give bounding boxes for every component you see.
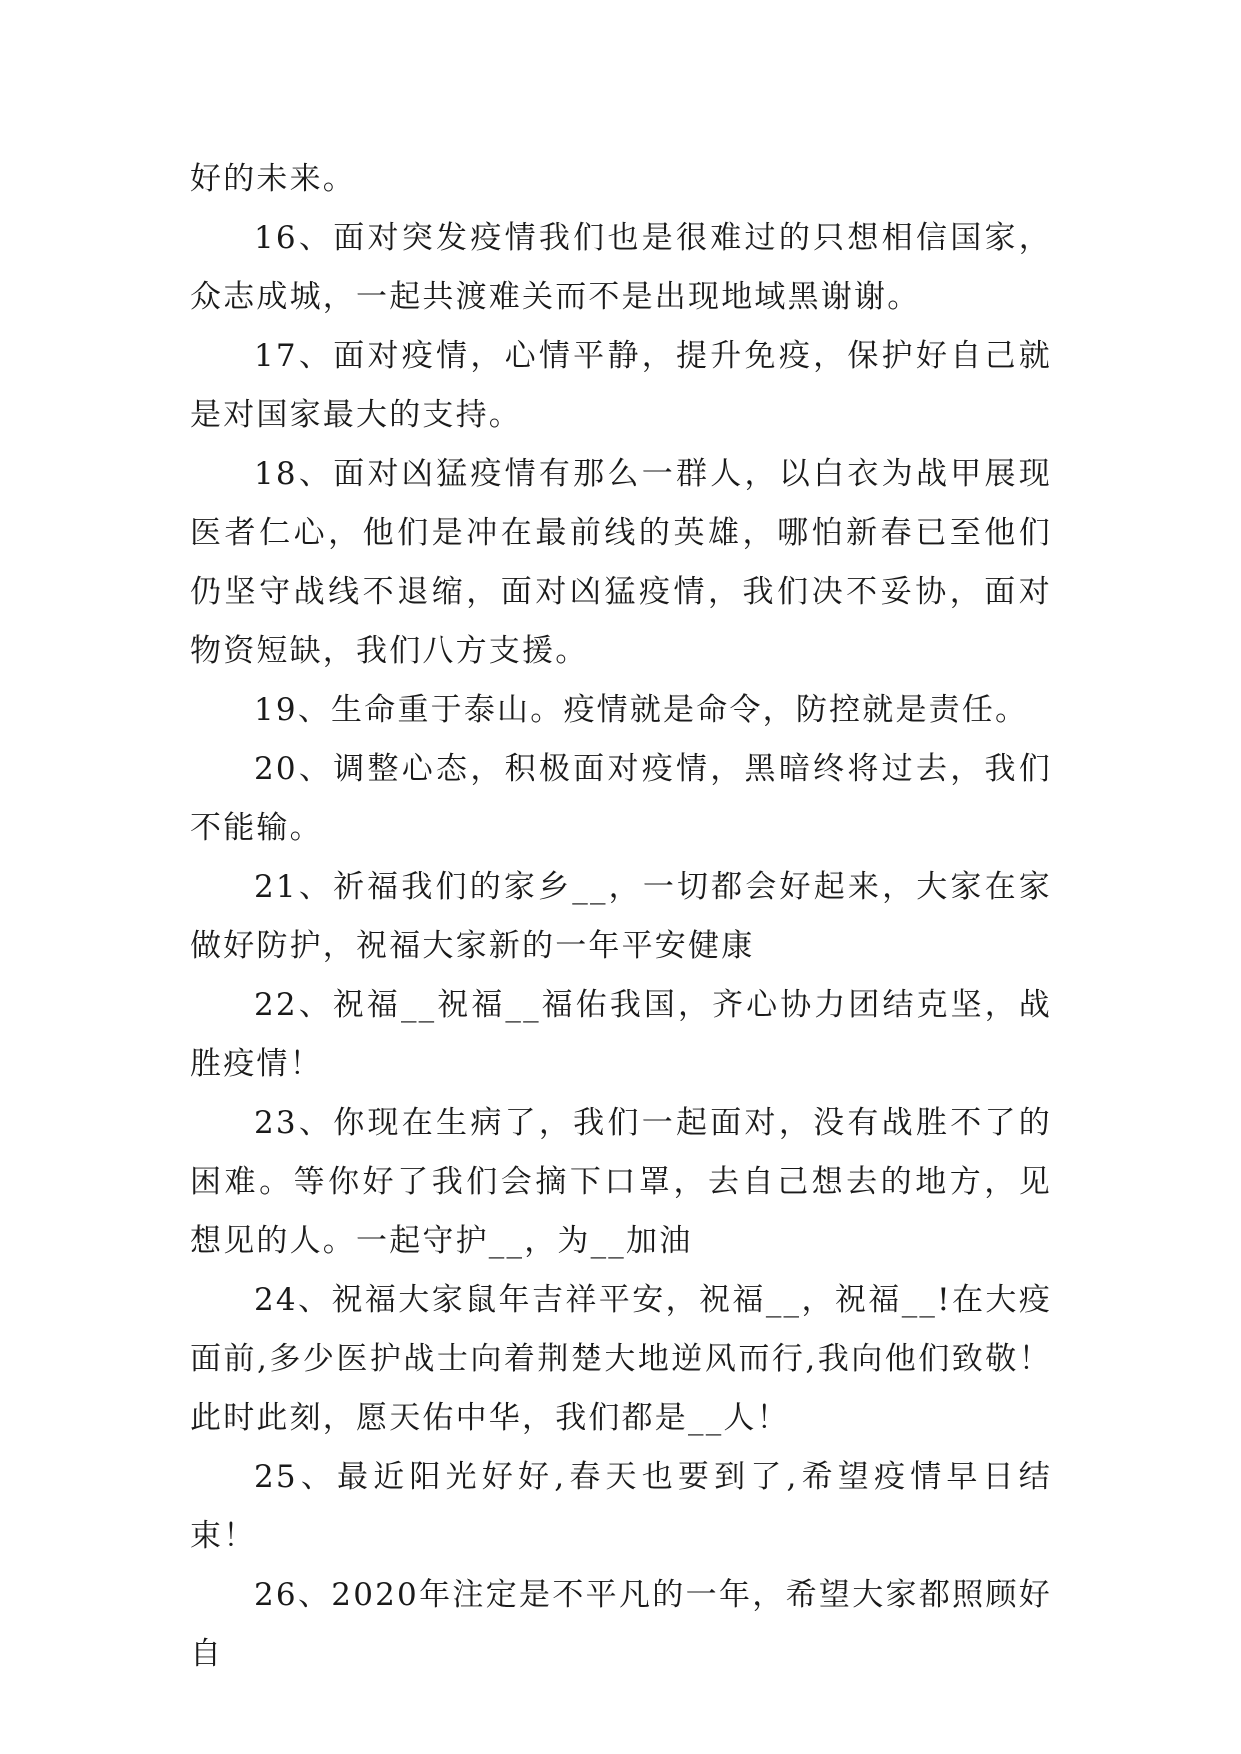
paragraph-item-21: 21、祈福我们的家乡__，一切都会好起来，大家在家做好防护，祝福大家新的一年平安健康 [190, 869, 1052, 964]
document-body [190, 150, 1052, 1684]
paragraph-item-19: 19、生命重于泰山。疫情就是命令，防控就是责任。 [254, 692, 1029, 728]
paragraph-item-20: 20、调整心态，积极面对疫情，黑暗终将过去，我们不能输。 [190, 751, 1052, 846]
paragraph-item-17: 17、面对疫情，心情平静，提升免疫，保护好自己就是对国家最大的支持。 [190, 338, 1052, 433]
paragraph-item-16: 16、面对突发疫情我们也是很难过的只想相信国家，众志成城，一起共渡难关而不是出现地域黑谢谢。 [190, 220, 1052, 315]
paragraph-item-26: 26、2020年注定是不平凡的一年，希望大家都照顾好自 [190, 1577, 1052, 1672]
paragraph-item-22: 22、祝福__祝福__福佑我国，齐心协力团结克坚，战胜疫情！ [190, 987, 1052, 1082]
paragraph-continuation: 好的未来。 [190, 161, 356, 197]
paragraph-item-25: 25、最近阳光好好,春天也要到了,希望疫情早日结束！ [190, 1459, 1052, 1554]
paragraph-item-24: 24、祝福大家鼠年吉祥平安，祝福__，祝福__!在大疫面前,多少医护战士向着荆楚大地逆风而行,我向他们致敬！此时此刻，愿天佑中华，我们都是__人！ [190, 1282, 1052, 1436]
paragraph-item-23: 23、你现在生病了，我们一起面对，没有战胜不了的困难。等你好了我们会摘下口罩，去自己想去的地方，见想见的人。一起守护__，为__加油 [190, 1105, 1052, 1259]
paragraph-item-18: 18、面对凶猛疫情有那么一群人，以白衣为战甲展现医者仁心，他们是冲在最前线的英雄，哪怕新春已至他们仍坚守战线不退缩，面对凶猛疫情，我们决不妥协，面对物资短缺，我们八方支援。 [190, 456, 1052, 669]
